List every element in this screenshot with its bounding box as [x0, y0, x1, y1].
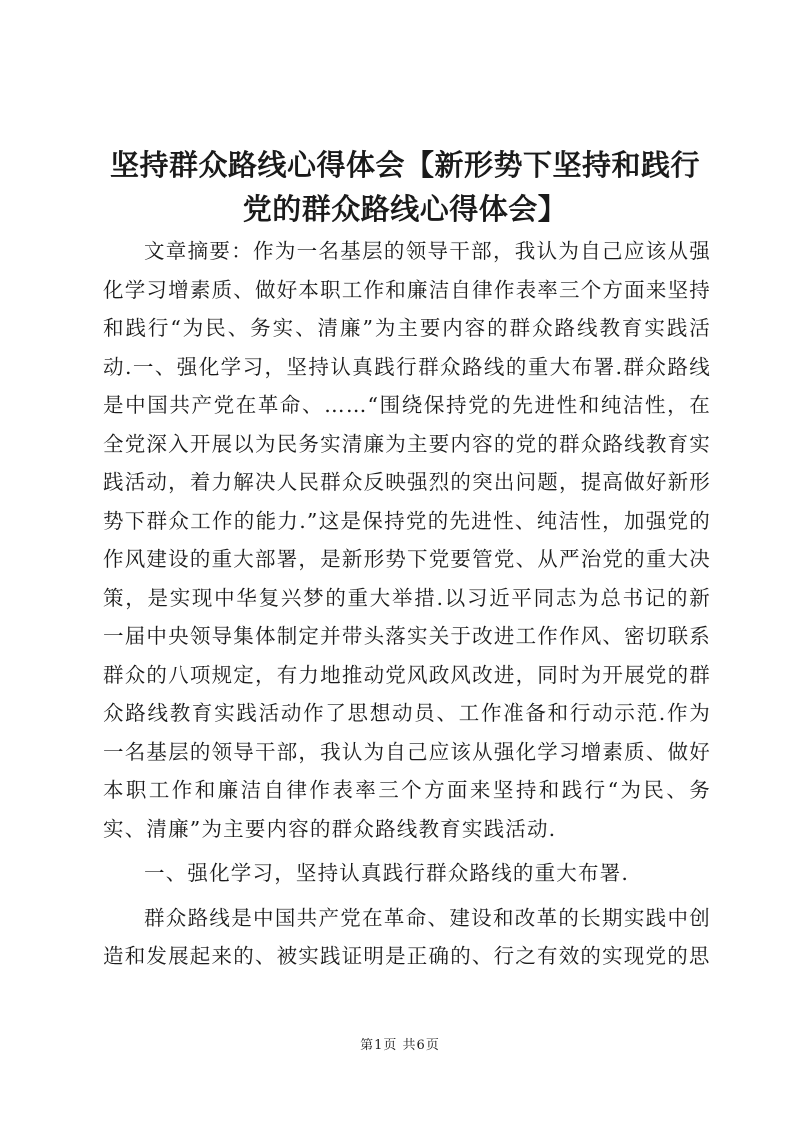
paragraph-abstract: 文章摘要：作为一名基层的领导干部，我认为自己应该从强化学习增素质、做好本职工作和廉洁自律作表率三个方面来坚持和践行“为民、务实、清廉”为主要内容的群众路线教育实践活动.一、强化学习，坚持认真践行群众路线的重大布署.群众路线是中国共产党在革命、……“围绕保持党的先进性和纯洁性，在全党深入开展以为民务实清廉为主要内容的党的群众路线教育实践活动，着力解决人民群众反映强烈的突出问题，提高做好新形势下群众工作的能力.”这是保持党的先进性、纯洁性，加强党的作风建设的重大部署，是新形势下党要管党、从严治党的重大决策，是实现中华复兴梦的重大举措.以习近平同志为总书记的新一届中央领导集体制定并带头落实关于改进工作作风、密切联系群众的八项规定，有力地推动党风政风改进，同时为开展党的群众路线教育实践活动作了思想动员、工作准备和行动示范.作为一名基层的领导干部，我认为自己应该从强化学习增素质、做好本职工作和廉洁自律作表率三个方面来坚持和践行“为民、务实、清廉”为主要内容的群众路线教育实践活动.	[103, 239, 711, 841]
paragraph-section-heading: 一、强化学习，坚持认真践行群众路线的重大布署.	[144, 861, 630, 885]
document-body	[103, 232, 711, 976]
document-title: 坚持群众路线心得体会【新形势下坚持和践行党的群众路线心得体会】	[109, 148, 700, 226]
paragraph-body: 群众路线是中国共产党在革命、建设和改革的长期实践中创造和发展起来的、被实践证明是正确的、行之有效的实现党的思	[103, 905, 711, 968]
page-number-footer: 第1页 共6页	[360, 1038, 440, 1053]
